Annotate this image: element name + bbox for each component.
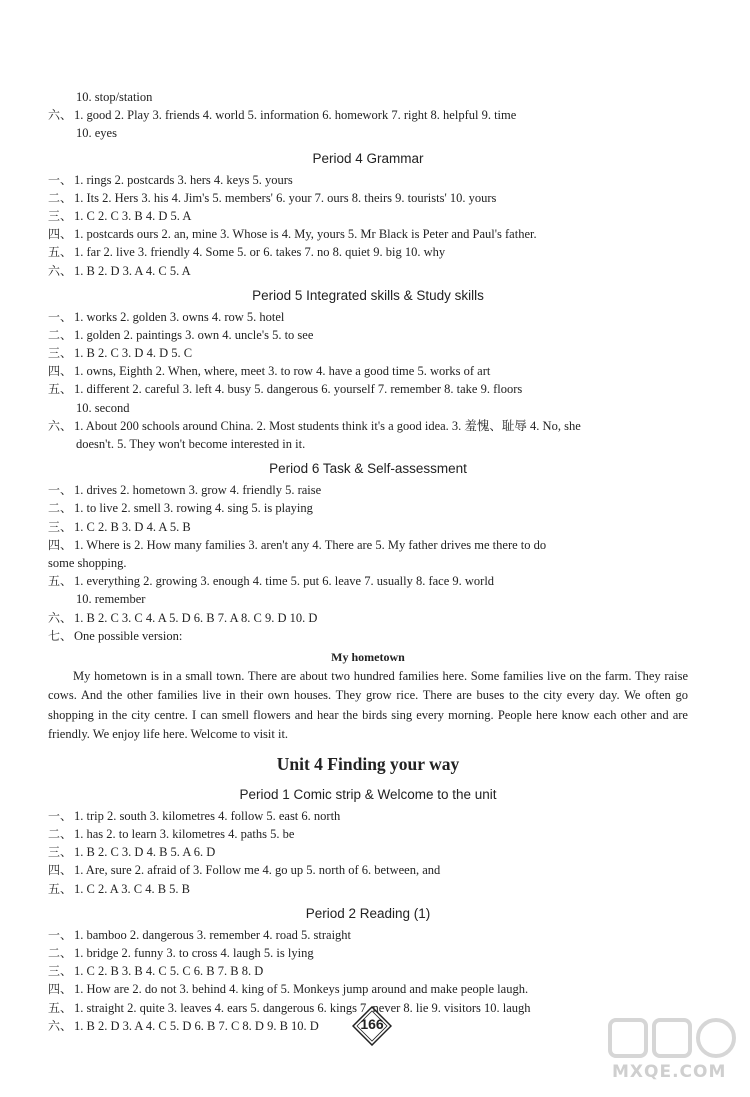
question-number: 七、 bbox=[48, 628, 73, 643]
question-number: 三、 bbox=[48, 208, 73, 223]
unit-title: Unit 4 Finding your way bbox=[276, 753, 460, 774]
answer-text: 1. C 2. C 3. B 4. D 5. A bbox=[74, 208, 192, 223]
answer-text: 1. bamboo 2. dangerous 3. remember 4. road 5. straight bbox=[74, 927, 352, 942]
answer-line bbox=[48, 861, 688, 879]
answer-text: 1. owns, Eighth 2. When, where, meet 3. to row 4. have a good time 5. works of art bbox=[74, 364, 491, 379]
essay-paragraph: My hometown is in a small town. There are about two hundred families here. Some families live on the farm. They raise cows. And the other families live in their own houses. They grow rice. There are buses to the city every day. We often go shopping in the city centre. I can smell flowers and hear the birds sing every morning. People here know each other and are friendly. We enjoy life here. Welcome to visit it. bbox=[48, 668, 688, 742]
answer-content bbox=[48, 88, 688, 1035]
answer-line bbox=[48, 189, 688, 207]
answer-line bbox=[48, 609, 688, 627]
question-number: 三、 bbox=[48, 519, 73, 534]
answer-line bbox=[48, 962, 688, 980]
watermark-logo-icon bbox=[602, 1014, 742, 1064]
answer-text: 1. C 2. A 3. C 4. B 5. B bbox=[74, 881, 190, 896]
answer-line bbox=[48, 326, 688, 344]
answer-line bbox=[48, 825, 688, 843]
question-number: 四、 bbox=[48, 537, 73, 552]
question-number: 二、 bbox=[48, 827, 73, 842]
answer-line bbox=[48, 417, 688, 435]
answer-line bbox=[48, 807, 688, 825]
question-number: 二、 bbox=[48, 501, 73, 516]
question-number: 五、 bbox=[48, 574, 73, 589]
answer-text: 1. straight 2. quite 3. leaves 4. ears 5. dangerous 6. kings 7. never 8. lie 9. visitors 10. laugh bbox=[74, 1000, 531, 1015]
answer-text: 1. How are 2. do not 3. behind 4. king of 5. Monkeys jump around and make people laugh. bbox=[74, 982, 529, 997]
question-number: 六、 bbox=[48, 263, 73, 278]
answer-text: 1. B 2. C 3. D 4. B 5. A 6. D bbox=[74, 845, 216, 860]
answer-line bbox=[48, 627, 688, 645]
answer-line bbox=[48, 262, 688, 280]
answer-text: 1. B 2. D 3. A 4. C 5. D 6. B 7. C 8. D 9. B 10. D bbox=[74, 1018, 319, 1033]
answer-text: 1. B 2. C 3. C 4. A 5. D 6. B 7. A 8. C 9. D 10. D bbox=[74, 610, 318, 625]
answer-line bbox=[48, 344, 688, 362]
question-number: 六、 bbox=[48, 1018, 73, 1033]
answer-text: 1. postcards ours 2. an, mine 3. Whose is 4. My, yours 5. Mr Black is Peter and Paul's father. bbox=[74, 227, 537, 242]
answer-text: 1. everything 2. growing 3. enough 4. time 5. put 6. leave 7. usually 8. face 9. world bbox=[74, 574, 495, 589]
answer-text: 1. Are, sure 2. afraid of 3. Follow me 4. go up 5. north of 6. between, and bbox=[74, 863, 441, 878]
answer-line bbox=[48, 499, 688, 517]
essay-title: My hometown bbox=[331, 649, 405, 664]
answer-line bbox=[48, 944, 688, 962]
answer-line-continued: 10. second bbox=[76, 400, 130, 415]
answer-text: One possible version: bbox=[74, 628, 183, 643]
question-number: 一、 bbox=[48, 483, 73, 498]
question-number: 六、 bbox=[48, 108, 73, 123]
answer-line bbox=[48, 572, 688, 590]
answer-line bbox=[48, 843, 688, 861]
question-number: 四、 bbox=[48, 227, 73, 242]
answer-line bbox=[48, 362, 688, 380]
answer-text: 1. has 2. to learn 3. kilometres 4. paths 5. be bbox=[74, 827, 295, 842]
question-number: 三、 bbox=[48, 346, 73, 361]
answer-text: 1. B 2. C 3. D 4. D 5. C bbox=[74, 346, 193, 361]
answer-text: 1. Where is 2. How many families 3. aren't any 4. There are 5. My father drives me there to do bbox=[74, 537, 547, 552]
question-number: 四、 bbox=[48, 364, 73, 379]
answer-text: 1. C 2. B 3. B 4. C 5. C 6. B 7. B 8. D bbox=[74, 964, 264, 979]
section-heading: Period 1 Comic strip & Welcome to the unit bbox=[239, 786, 497, 802]
answer-line bbox=[48, 536, 688, 554]
answer-text: 1. works 2. golden 3. owns 4. row 5. hotel bbox=[74, 309, 285, 324]
question-number: 五、 bbox=[48, 1000, 73, 1015]
question-number: 一、 bbox=[48, 808, 73, 823]
page-number-badge bbox=[352, 1006, 392, 1046]
question-number: 一、 bbox=[48, 309, 73, 324]
answer-line bbox=[48, 207, 688, 225]
section-heading: Period 5 Integrated skills & Study skills bbox=[252, 287, 484, 303]
answer-line bbox=[48, 926, 688, 944]
question-number: 五、 bbox=[48, 881, 73, 896]
answer-text: 1. C 2. B 3. D 4. A 5. B bbox=[74, 519, 191, 534]
answer-line-continued: doesn't. 5. They won't become interested in it. bbox=[76, 437, 306, 451]
question-number: 二、 bbox=[48, 946, 73, 960]
question-number: 三、 bbox=[48, 964, 73, 979]
question-number: 五、 bbox=[48, 382, 73, 397]
answer-text: 1. golden 2. paintings 3. own 4. uncle's 5. to see bbox=[74, 327, 314, 342]
section-heading: Period 2 Reading (1) bbox=[305, 905, 431, 921]
answer-line bbox=[48, 225, 688, 243]
answer-text: 1. B 2. D 3. A 4. C 5. A bbox=[74, 263, 191, 278]
question-number: 一、 bbox=[48, 927, 73, 942]
question-number: 四、 bbox=[48, 982, 73, 997]
answer-line-continued: 10. remember bbox=[76, 592, 146, 607]
question-number: 六、 bbox=[48, 418, 73, 433]
section-heading: Period 4 Grammar bbox=[312, 150, 424, 166]
answer-line-continued: 10. stop/station bbox=[76, 90, 153, 104]
answer-text: 1. different 2. careful 3. left 4. busy 5. dangerous 6. yourself 7. remember 8. take 9. floors bbox=[74, 382, 523, 397]
answer-line bbox=[48, 880, 688, 898]
question-number: 六、 bbox=[48, 610, 73, 625]
answer-line bbox=[48, 380, 688, 398]
answer-text: 1. bridge 2. funny 3. to cross 4. laugh 5. is lying bbox=[74, 946, 314, 960]
answer-line bbox=[48, 106, 688, 124]
answer-text: 1. rings 2. postcards 3. hers 4. keys 5. yours bbox=[74, 172, 293, 187]
question-number: 五、 bbox=[48, 245, 73, 260]
question-number: 三、 bbox=[48, 845, 73, 860]
answer-text: 1. About 200 schools around China. 2. Most students think it's a good idea. 3. 羞愧、耻辱 4. No, she bbox=[74, 418, 581, 433]
answer-text: 1. Its 2. Hers 3. his 4. Jim's 5. members' 6. your 7. ours 8. theirs 9. tourists' 10. yours bbox=[74, 190, 497, 205]
page-number: 166 bbox=[360, 1016, 384, 1032]
answer-text: 1. to live 2. smell 3. rowing 4. sing 5. is playing bbox=[74, 501, 313, 516]
answer-line bbox=[48, 308, 688, 326]
answer-line bbox=[48, 518, 688, 536]
answer-line-continued: some shopping. bbox=[48, 555, 127, 570]
watermark bbox=[602, 1014, 742, 1089]
answer-line bbox=[48, 980, 688, 998]
question-number: 四、 bbox=[48, 863, 73, 878]
section-heading: Period 6 Task & Self-assessment bbox=[269, 461, 467, 477]
watermark-text: MXQE.COM bbox=[612, 1062, 727, 1082]
answer-line bbox=[48, 243, 688, 261]
answer-line bbox=[48, 171, 688, 189]
answer-text: 1. trip 2. south 3. kilometres 4. follow 5. east 6. north bbox=[74, 808, 341, 823]
question-number: 二、 bbox=[48, 190, 73, 205]
answer-line-continued: 10. eyes bbox=[76, 126, 117, 141]
answer-line bbox=[48, 481, 688, 499]
answer-text: 1. drives 2. hometown 3. grow 4. friendly 5. raise bbox=[74, 483, 322, 498]
question-number: 二、 bbox=[48, 327, 73, 342]
answer-text: 1. good 2. Play 3. friends 4. world 5. information 6. homework 7. right 8. helpful 9. time bbox=[74, 108, 517, 123]
question-number: 一、 bbox=[48, 172, 73, 187]
answer-text: 1. far 2. live 3. friendly 4. Some 5. or 6. takes 7. no 8. quiet 9. big 10. why bbox=[74, 245, 446, 260]
